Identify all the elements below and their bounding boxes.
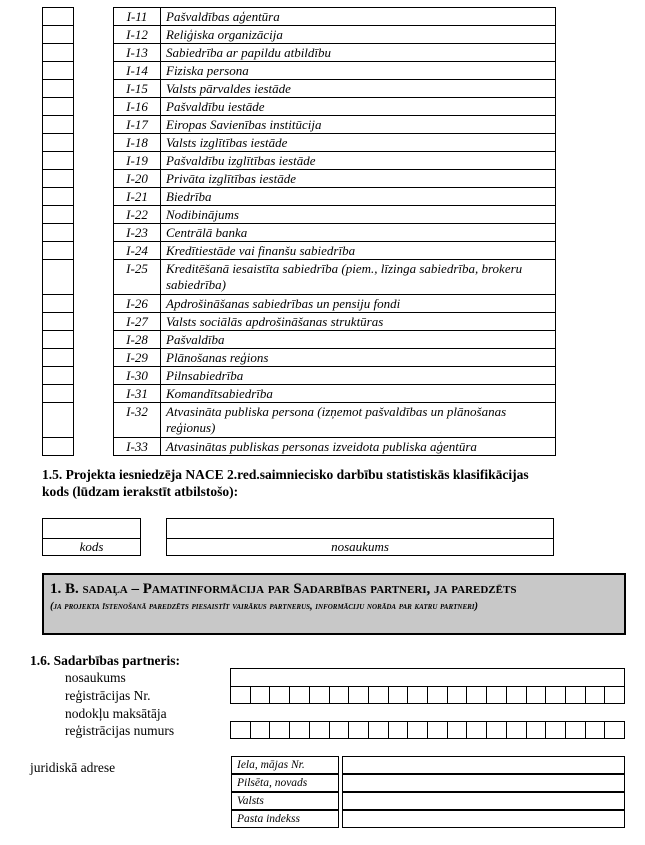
org-type-label: Valsts izglītības iestāde [160, 133, 556, 152]
org-type-code: I-14 [113, 61, 161, 80]
address-city-label: Pilsēta, novads [231, 774, 339, 792]
org-type-checkbox[interactable] [42, 348, 74, 367]
section-1-5-title-line2: kods (lūdzam ierakstīt atbilstošo): [42, 484, 239, 499]
org-type-checkbox[interactable] [42, 7, 74, 26]
digit-cell[interactable] [290, 722, 310, 738]
org-type-label: Pašvaldība [160, 330, 556, 349]
org-type-code: I-11 [113, 7, 161, 26]
org-type-code: I-20 [113, 169, 161, 188]
address-street-label: Iela, mājas Nr. [231, 756, 339, 774]
digit-cell[interactable] [408, 722, 428, 738]
org-type-label: Pilnsabiedrība [160, 366, 556, 385]
digit-cell[interactable] [330, 687, 350, 703]
address-postcode-input[interactable] [342, 810, 625, 828]
org-type-code: I-24 [113, 241, 161, 260]
nace-name-input[interactable] [166, 518, 554, 539]
digit-cell[interactable] [467, 722, 487, 738]
org-type-checkbox[interactable] [42, 205, 74, 224]
org-type-label: Eiropas Savienības institūcija [160, 115, 556, 134]
org-type-label: Kreditēšanā iesaistīta sabiedrība (piem., līzinga sabiedrība, brokeru sabiedrība) [160, 259, 556, 295]
digit-cell[interactable] [448, 687, 468, 703]
digit-cell[interactable] [448, 722, 468, 738]
digit-cell[interactable] [527, 687, 547, 703]
org-type-code: I-22 [113, 205, 161, 224]
digit-cell[interactable] [586, 687, 606, 703]
digit-cell[interactable] [605, 687, 624, 703]
org-type-code: I-33 [113, 437, 161, 456]
org-type-label: Plānošanas reģions [160, 348, 556, 367]
partner-name-input[interactable] [230, 668, 625, 687]
nace-code-label: kods [79, 539, 104, 554]
digit-cell[interactable] [231, 687, 251, 703]
partner-name-label: nosaukums [65, 670, 126, 685]
org-type-code: I-31 [113, 384, 161, 403]
digit-cell[interactable] [270, 722, 290, 738]
digit-cell[interactable] [310, 687, 330, 703]
digit-cell[interactable] [428, 687, 448, 703]
nace-name-label: nosaukums [331, 539, 389, 554]
digit-cell[interactable] [408, 687, 428, 703]
org-type-code: I-32 [113, 402, 161, 438]
digit-cell[interactable] [605, 722, 624, 738]
org-type-checkbox[interactable] [42, 25, 74, 44]
section-1-5-heading [42, 466, 608, 500]
address-street-input[interactable] [342, 756, 625, 774]
digit-cell[interactable] [546, 687, 566, 703]
org-type-label: Centrālā banka [160, 223, 556, 242]
org-type-label: Nodibinājums [160, 205, 556, 224]
org-type-checkbox[interactable] [42, 330, 74, 349]
digit-cell[interactable] [310, 722, 330, 738]
digit-cell[interactable] [231, 722, 251, 738]
org-type-code: I-23 [113, 223, 161, 242]
digit-cell[interactable] [546, 722, 566, 738]
org-type-checkbox[interactable] [42, 402, 74, 438]
digit-cell[interactable] [527, 722, 547, 738]
org-type-checkbox[interactable] [42, 43, 74, 62]
org-type-checkbox[interactable] [42, 79, 74, 98]
legal-address-label: juridiskā adrese [30, 760, 116, 775]
org-type-checkbox[interactable] [42, 115, 74, 134]
org-type-checkbox[interactable] [42, 97, 74, 116]
digit-cell[interactable] [507, 722, 527, 738]
org-type-code: I-21 [113, 187, 161, 206]
partner-tax-number-input[interactable] [230, 721, 625, 739]
org-type-checkbox[interactable] [42, 169, 74, 188]
digit-cell[interactable] [566, 687, 586, 703]
address-postcode-label: Pasta indekss [231, 810, 339, 828]
org-type-code: I-13 [113, 43, 161, 62]
org-type-checkbox[interactable] [42, 187, 74, 206]
org-type-label: Biedrība [160, 187, 556, 206]
org-type-code: I-15 [113, 79, 161, 98]
org-type-label: Atvasināta publiska persona (izņemot pašvaldības un plānošanas reģionus) [160, 402, 556, 438]
org-type-code: I-27 [113, 312, 161, 331]
nace-code-input[interactable] [42, 518, 141, 539]
org-type-code: I-30 [113, 366, 161, 385]
org-type-label: Sabiedrība ar papildu atbildību [160, 43, 556, 62]
digit-cell[interactable] [467, 687, 487, 703]
org-type-checkbox[interactable] [42, 366, 74, 385]
address-country-input[interactable] [342, 792, 625, 810]
digit-cell[interactable] [369, 687, 389, 703]
org-type-checkbox[interactable] [42, 259, 74, 295]
org-type-label: Privāta izglītības iestāde [160, 169, 556, 188]
org-type-checkbox[interactable] [42, 241, 74, 260]
partner-tax-label-line2: reģistrācijas numurs [65, 723, 175, 738]
org-type-label: Atvasinātas publiskas personas izveidota publiska aģentūra [160, 437, 556, 456]
org-type-code: I-12 [113, 25, 161, 44]
section-1-5-title-line1: 1.5. Projekta iesniedzēja NACE 2.red.saimniecisko darbību statistiskās klasifikācijas [42, 467, 529, 482]
org-type-label: Apdrošināšanas sabiedrības un pensiju fondi [160, 294, 556, 313]
org-type-code: I-18 [113, 133, 161, 152]
address-city-input[interactable] [342, 774, 625, 792]
digit-cell[interactable] [389, 687, 409, 703]
org-type-checkbox[interactable] [42, 384, 74, 403]
org-type-checkbox[interactable] [42, 61, 74, 80]
org-type-checkbox[interactable] [42, 133, 74, 152]
digit-cell[interactable] [507, 687, 527, 703]
digit-cell[interactable] [349, 722, 369, 738]
digit-cell[interactable] [251, 687, 271, 703]
org-type-checkbox[interactable] [42, 312, 74, 331]
section-1-b-header [42, 573, 626, 635]
org-type-label: Pašvaldības aģentūra [160, 7, 556, 26]
partner-reg-number-input[interactable] [230, 686, 625, 704]
org-type-label: Pašvaldību izglītības iestāde [160, 151, 556, 170]
partner-tax-label-line1: nodokļu maksātāja [65, 706, 167, 721]
digit-cell[interactable] [487, 687, 507, 703]
digit-cell[interactable] [369, 722, 389, 738]
org-type-code: I-17 [113, 115, 161, 134]
section-1-6-title: 1.6. Sadarbības partneris: [30, 653, 181, 668]
digit-cell[interactable] [586, 722, 606, 738]
org-type-code: I-29 [113, 348, 161, 367]
digit-cell[interactable] [428, 722, 448, 738]
address-country-label: Valsts [231, 792, 339, 810]
section-1-b-subtitle: (ja projekta īstenošanā paredzēts piesaistīt vairākus partnerus, informāciju norāda par katru partneri) [50, 601, 479, 612]
digit-cell[interactable] [487, 722, 507, 738]
digit-cell[interactable] [349, 687, 369, 703]
digit-cell[interactable] [330, 722, 350, 738]
org-type-code: I-19 [113, 151, 161, 170]
org-type-code: I-25 [113, 259, 161, 295]
digit-cell[interactable] [566, 722, 586, 738]
digit-cell[interactable] [290, 687, 310, 703]
partner-reg-label: reģistrācijas Nr. [65, 688, 151, 703]
org-type-label: Valsts pārvaldes iestāde [160, 79, 556, 98]
org-type-code: I-28 [113, 330, 161, 349]
digit-cell[interactable] [251, 722, 271, 738]
org-type-label: Komandītsabiedrība [160, 384, 556, 403]
org-type-label: Reliģiska organizācija [160, 25, 556, 44]
digit-cell[interactable] [389, 722, 409, 738]
org-type-checkbox[interactable] [42, 223, 74, 242]
org-type-label: Valsts sociālās apdrošināšanas struktūras [160, 312, 556, 331]
org-type-checkbox[interactable] [42, 151, 74, 170]
org-type-checkbox[interactable] [42, 294, 74, 313]
org-type-label: Fiziska persona [160, 61, 556, 80]
org-type-code: I-16 [113, 97, 161, 116]
section-1-b-title: 1. B. sadaļa – Pamatinformācija par Sadarbības partneri, ja paredzēts [50, 581, 517, 597]
org-type-label: Kredītiestāde vai finanšu sabiedrība [160, 241, 556, 260]
org-type-code: I-26 [113, 294, 161, 313]
org-type-label: Pašvaldību iestāde [160, 97, 556, 116]
digit-cell[interactable] [270, 687, 290, 703]
org-type-checkbox[interactable] [42, 437, 74, 456]
